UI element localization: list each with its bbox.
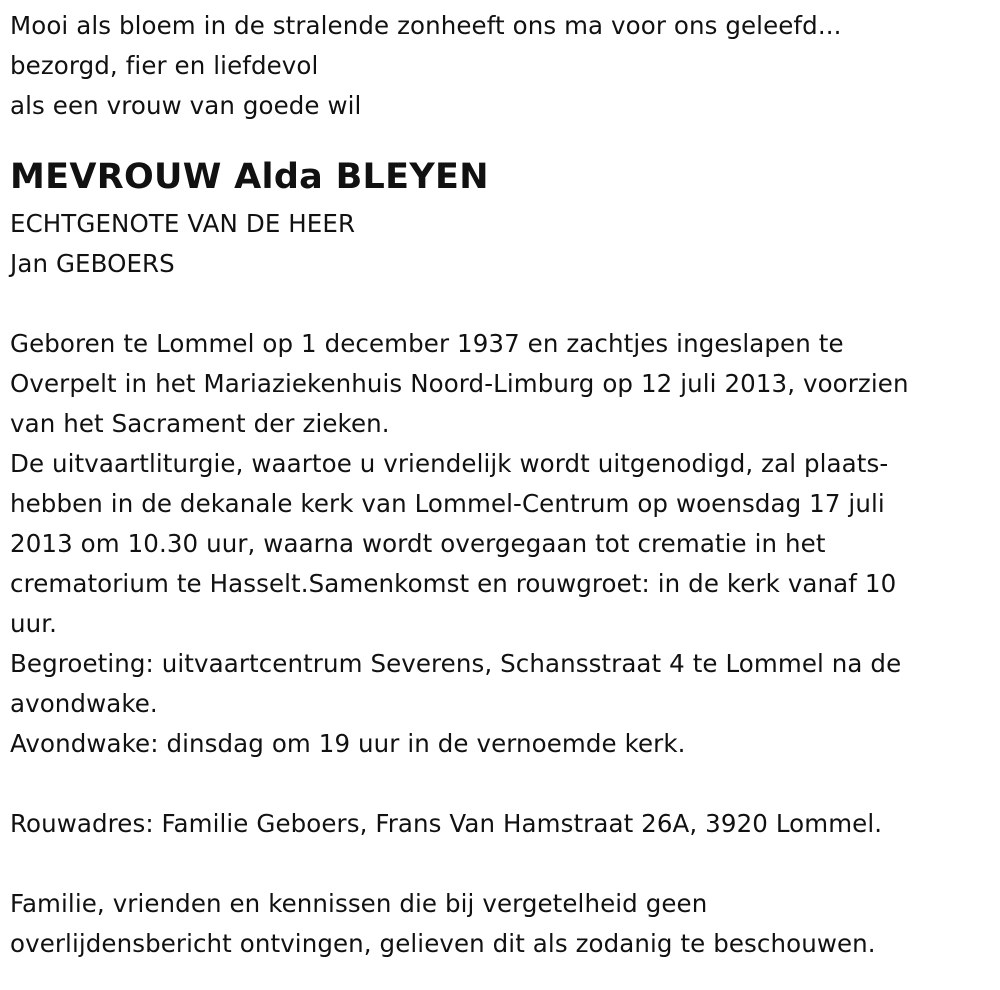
spacer — [10, 844, 990, 884]
body-line: hebben in de dekanale kerk van Lommel-Centrum op woensdag 17 juli — [10, 489, 885, 518]
closing-line: overlijdensbericht ontvingen, gelieven dit als zodanig te beschouwen. — [10, 929, 876, 958]
poem-line: als een vrouw van goede wil — [10, 91, 362, 120]
poem-line: Mooi als bloem in de stralende zonheeft ons ma voor ons geleefd... — [10, 11, 842, 40]
body-line: De uitvaartliturgie, waartoe u vriendelijk wordt uitgenodigd, zal plaats- — [10, 449, 889, 478]
closing-section — [10, 884, 990, 964]
poem-section — [10, 6, 990, 126]
deceased-section — [10, 152, 990, 284]
spacer — [10, 764, 990, 804]
deceased-name: MEVROUW Alda BLEYEN — [10, 157, 489, 197]
obituary-notice — [10, 6, 990, 964]
spacer — [10, 284, 990, 324]
poem-line: bezorgd, fier en liefdevol — [10, 51, 319, 80]
body-line: avondwake. — [10, 689, 158, 718]
body-line: Avondwake: dinsdag om 19 uur in de vernoemde kerk. — [10, 729, 686, 758]
closing-line: Familie, vrienden en kennissen die bij vergetelheid geen — [10, 889, 708, 918]
body-line: Geboren te Lommel op 1 december 1937 en zachtjes ingeslapen te — [10, 329, 844, 358]
body-line: Overpelt in het Mariaziekenhuis Noord-Limburg op 12 juli 2013, voorzien — [10, 369, 909, 398]
body-line: uur. — [10, 609, 58, 638]
relation-text: ECHTGENOTE VAN DE HEER — [10, 209, 356, 238]
body-section — [10, 324, 990, 764]
body-line: Begroeting: uitvaartcentrum Severens, Schansstraat 4 te Lommel na de — [10, 649, 902, 678]
spouse-name: Jan GEBOERS — [10, 249, 175, 278]
mourning-address: Rouwadres: Familie Geboers, Frans Van Hamstraat 26A, 3920 Lommel. — [10, 809, 883, 838]
body-line: 2013 om 10.30 uur, waarna wordt overgegaan tot crematie in het — [10, 529, 826, 558]
body-line: van het Sacrament der zieken. — [10, 409, 390, 438]
body-line: crematorium te Hasselt.Samenkomst en rouwgroet: in de kerk vanaf 10 — [10, 569, 897, 598]
spacer — [10, 126, 990, 152]
